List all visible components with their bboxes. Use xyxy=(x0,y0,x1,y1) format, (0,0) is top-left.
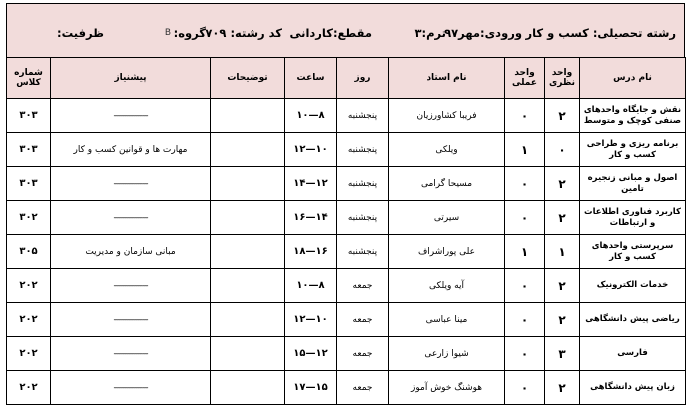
practical-units: ۰ xyxy=(505,167,545,201)
day: جمعه xyxy=(337,337,389,371)
notes xyxy=(211,235,285,269)
room-number: ۲۰۲ xyxy=(7,371,51,405)
practical-units: ۱ xyxy=(505,235,545,269)
course-name: خدمات الکترونیک xyxy=(580,269,686,303)
notes xyxy=(211,303,285,337)
course-name: کاربرد فناوری اطلاعات و ارتباطات xyxy=(580,201,686,235)
table-row xyxy=(7,337,686,371)
teacher-name: آیه ویلکی xyxy=(389,269,505,303)
theory-units: ۲ xyxy=(545,167,580,201)
theory-units: ۱ xyxy=(545,235,580,269)
practical-units: ۰ xyxy=(505,371,545,405)
prerequisite: ------------------ xyxy=(51,201,211,235)
table-row xyxy=(7,99,686,133)
time: ۱۲—۱۵ xyxy=(285,337,337,371)
group-value: B xyxy=(164,28,171,38)
practical-units: ۰ xyxy=(505,303,545,337)
teacher-name: مینا عباسی xyxy=(389,303,505,337)
table-header-row xyxy=(7,58,686,99)
col-theory-units: واحد نظری xyxy=(545,58,580,99)
col-notes: توضیحات xyxy=(211,58,285,99)
table-body xyxy=(7,99,686,405)
col-day: روز xyxy=(337,58,389,99)
theory-units: ۲ xyxy=(545,201,580,235)
teacher-name: فریبا کشاورزیان xyxy=(389,99,505,133)
table-row xyxy=(7,133,686,167)
day: پنجشنبه xyxy=(337,167,389,201)
day: پنجشنبه xyxy=(337,235,389,269)
prerequisite: ------------------ xyxy=(51,337,211,371)
room-number: ۲۰۲ xyxy=(7,337,51,371)
room-number: ۲۰۲ xyxy=(7,269,51,303)
practical-units: ۰ xyxy=(505,269,545,303)
program-code: کد رشته: ۷۰۹ xyxy=(205,26,282,40)
prerequisite: ------------------ xyxy=(51,303,211,337)
table-row xyxy=(7,167,686,201)
day: جمعه xyxy=(337,371,389,405)
prerequisite: مهارت ها و قوانین کسب و کار xyxy=(51,133,211,167)
course-name: اصول و مبانی زنجیره تامین xyxy=(580,167,686,201)
entry-date: ورودی:مهر۹۷ xyxy=(444,26,522,40)
course-name: سرپرستی واحدهای کسب و کار xyxy=(580,235,686,269)
course-name: ریاضی پیش دانشگاهی xyxy=(580,303,686,337)
time: ۱۰—۱۲ xyxy=(285,133,337,167)
col-practical-units: واحد عملی xyxy=(505,58,545,99)
col-time: ساعت xyxy=(285,58,337,99)
schedule-table xyxy=(6,57,686,405)
room-number: ۳۰۳ xyxy=(7,167,51,201)
table-row xyxy=(7,303,686,337)
teacher-name: شیوا زارعی xyxy=(389,337,505,371)
practical-units: ۱ xyxy=(505,133,545,167)
theory-units: ۰ xyxy=(545,133,580,167)
room-number: ۳۰۳ xyxy=(7,99,51,133)
col-room: شماره کلاس xyxy=(7,58,51,99)
day: پنجشنبه xyxy=(337,133,389,167)
notes xyxy=(211,337,285,371)
course-name: نقش و جایگاه واحدهای صنفی کوچک و متوسط xyxy=(580,99,686,133)
teacher-name: علی پوراشراف xyxy=(389,235,505,269)
col-teacher: نام استاد xyxy=(389,58,505,99)
header-bar xyxy=(6,3,685,58)
time: ۱۲—۱۴ xyxy=(285,167,337,201)
practical-units: ۰ xyxy=(505,99,545,133)
theory-units: ۲ xyxy=(545,99,580,133)
prerequisite: ------------------ xyxy=(51,167,211,201)
room-number: ۳۰۵ xyxy=(7,235,51,269)
time: ۱۴—۱۶ xyxy=(285,201,337,235)
day: جمعه xyxy=(337,269,389,303)
teacher-name: ویلکی xyxy=(389,133,505,167)
capacity-label: ظرفیت: xyxy=(57,26,104,40)
time: ۱۶—۱۸ xyxy=(285,235,337,269)
theory-units: ۳ xyxy=(545,337,580,371)
notes xyxy=(211,133,285,167)
teacher-name: سیرتی xyxy=(389,201,505,235)
teacher-name: هوشنگ خوش آموز xyxy=(389,371,505,405)
notes xyxy=(211,99,285,133)
day: پنجشنبه xyxy=(337,99,389,133)
room-number: ۳۰۳ xyxy=(7,133,51,167)
day: جمعه xyxy=(337,303,389,337)
col-prereq: پیشنیاز xyxy=(51,58,211,99)
course-name: زبان پیش دانشگاهی xyxy=(580,371,686,405)
prerequisite: ------------------ xyxy=(51,99,211,133)
teacher-name: مسیحا گرامی xyxy=(389,167,505,201)
time: ۸—۱۰ xyxy=(285,99,337,133)
notes xyxy=(211,269,285,303)
time: ۱۵—۱۷ xyxy=(285,371,337,405)
room-number: ۲۰۲ xyxy=(7,303,51,337)
practical-units: ۰ xyxy=(505,201,545,235)
room-number: ۳۰۲ xyxy=(7,201,51,235)
theory-units: ۲ xyxy=(545,371,580,405)
prerequisite: ------------------ xyxy=(51,269,211,303)
schedule-sheet xyxy=(6,3,685,405)
course-name: برنامه ریزی و طراحی کسب و کار xyxy=(580,133,686,167)
table-row xyxy=(7,269,686,303)
theory-units: ۲ xyxy=(545,269,580,303)
col-course: نام درس xyxy=(580,58,686,99)
time: ۱۰—۱۲ xyxy=(285,303,337,337)
table-row xyxy=(7,371,686,405)
degree-level: مقطع:کاردانی xyxy=(289,26,372,40)
group-label: گروه: xyxy=(173,26,206,40)
time: ۸—۱۰ xyxy=(285,269,337,303)
table-row xyxy=(7,201,686,235)
prerequisite: مبانی سازمان و مدیریت xyxy=(51,235,211,269)
course-name: فارسی xyxy=(580,337,686,371)
prerequisite: ------------------ xyxy=(51,371,211,405)
table-row xyxy=(7,235,686,269)
field-of-study: رشته تحصیلی: کسب و کار xyxy=(525,26,676,40)
practical-units: ۰ xyxy=(505,337,545,371)
notes xyxy=(211,201,285,235)
notes xyxy=(211,167,285,201)
term: ترم:۳ xyxy=(414,26,446,40)
theory-units: ۲ xyxy=(545,303,580,337)
notes xyxy=(211,371,285,405)
day: پنجشنبه xyxy=(337,201,389,235)
